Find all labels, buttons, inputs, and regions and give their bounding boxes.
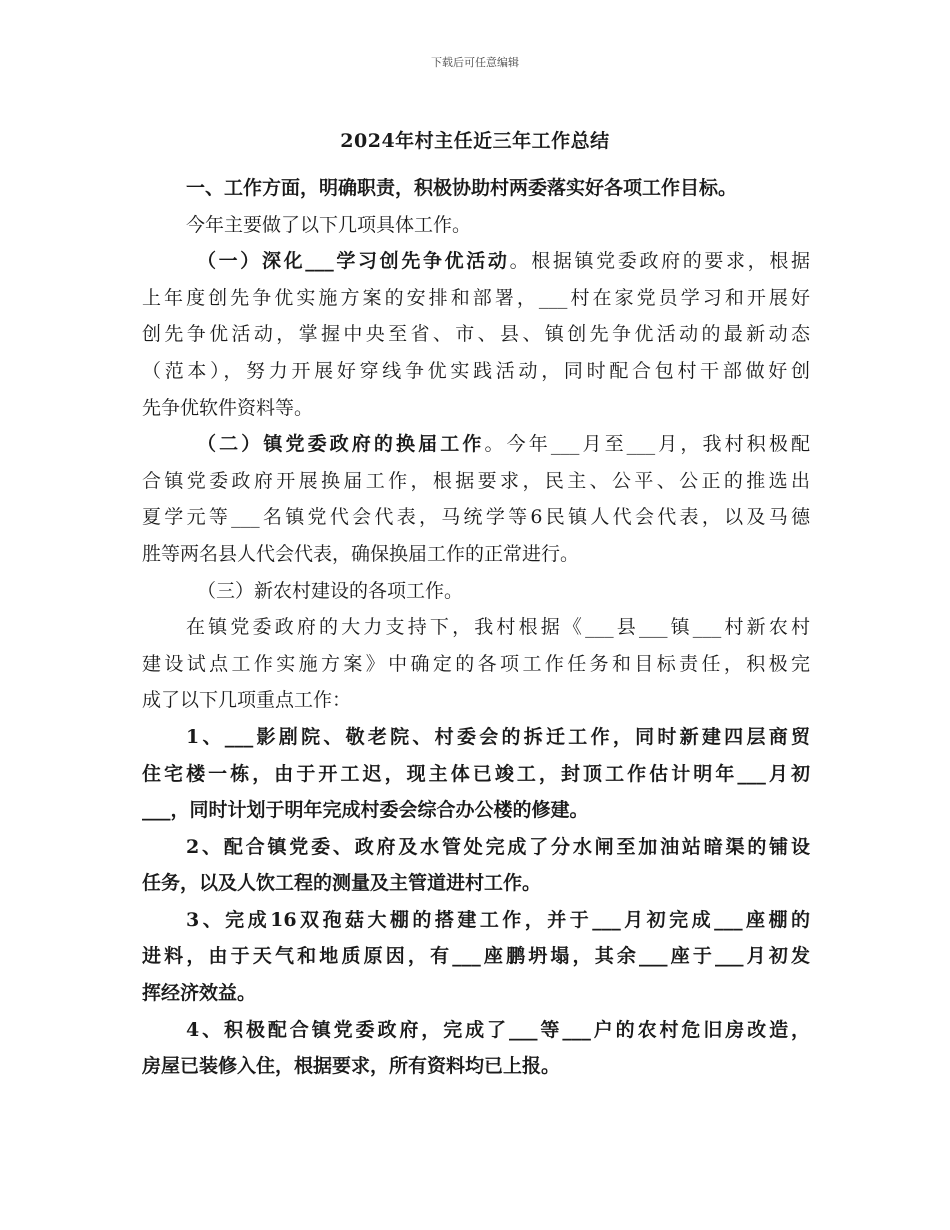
subheading-2: （二）镇党委政府的换届工作 xyxy=(197,433,485,456)
paragraph-first-line: 在镇党委政府的大力支持下，我村根据《___县___镇___村新农村 xyxy=(186,616,810,639)
paragraph-text: 。今年___月至___月，我村积极配 xyxy=(484,433,810,456)
page-header: 下载后可任意编辑 xyxy=(431,56,519,69)
list-item-2: 2、配合镇党委、政府及水管处完成了分水闸至加油站暗渠的铺设 xyxy=(186,835,810,858)
paragraph-line: 合镇党委政府开展换届工作，根据要求，民主、公平、公正的推选出 xyxy=(142,469,810,492)
list-item-1-line: ___，同时计划于明年完成村委会综合办公楼的修建。 xyxy=(142,799,589,822)
document-title: 2024年村主任近三年工作总结 xyxy=(340,130,610,152)
list-item-1: 1、___影剧院、敬老院、村委会的拆迁工作，同时新建四层商贸 xyxy=(186,725,810,748)
paragraph-line: 今年主要做了以下几项具体工作。 xyxy=(186,213,472,236)
list-item-4: 4、积极配合镇党委政府，完成了___等___户的农村危旧房改造， xyxy=(186,1018,810,1041)
paragraph-line: （范本），努力开展好穿线争优实践活动，同时配合包村干部做好创 xyxy=(142,359,810,382)
paragraph-line: 建设试点工作实施方案》中确定的各项工作任务和目标责任，积极完 xyxy=(142,652,810,675)
subheading-1: （一）深化___学习创先争优活动 xyxy=(197,250,510,273)
list-item-1-line: 住宅楼一栋，由于开工迟，现主体已竣工，封顶工作估计明年___月初 xyxy=(142,762,810,785)
paragraph-line: 夏学元等___名镇党代会代表，马统学等6民镇人代会代表，以及马德 xyxy=(142,506,810,529)
list-item-2-line: 任务，以及人饮工程的测量及主管道进村工作。 xyxy=(142,872,542,895)
section-heading-1: 一、工作方面，明确职责，积极协助村两委落实好各项工作目标。 xyxy=(186,177,738,199)
list-item-3: 3、完成16双孢菇大棚的搭建工作，并于___月初完成___座棚的 xyxy=(186,908,810,931)
list-item-4-line: 房屋已装修入住，根据要求，所有资料均已上报。 xyxy=(142,1055,561,1078)
paragraph-line: 先争优软件资料等。 xyxy=(142,396,314,419)
paragraph-line: 上年度创先争优实施方案的安排和部署，___村在家党员学习和开展好 xyxy=(142,286,810,309)
paragraph-line: 胜等两名县人代会代表，确保换届工作的正常进行。 xyxy=(142,542,580,565)
list-item-3-line: 进料，由于天气和地质原因，有___座鹏坍塌，其余___座于___月初发 xyxy=(142,945,810,968)
document-body xyxy=(142,170,810,1085)
paragraph-line: 成了以下几项重点工作： xyxy=(142,689,352,712)
subheading-3: （三）新农村建设的各项工作。 xyxy=(197,579,464,602)
paragraph-line: 创先争优活动，掌握中央至省、市、县、镇创先争优活动的最新动态 xyxy=(142,323,810,346)
paragraph-first-line xyxy=(142,243,810,280)
paragraph-first-line xyxy=(142,426,810,463)
paragraph-text: 。根据镇党委政府的要求，根据 xyxy=(509,250,810,273)
list-item-3-line: 挥经济效益。 xyxy=(142,982,257,1005)
